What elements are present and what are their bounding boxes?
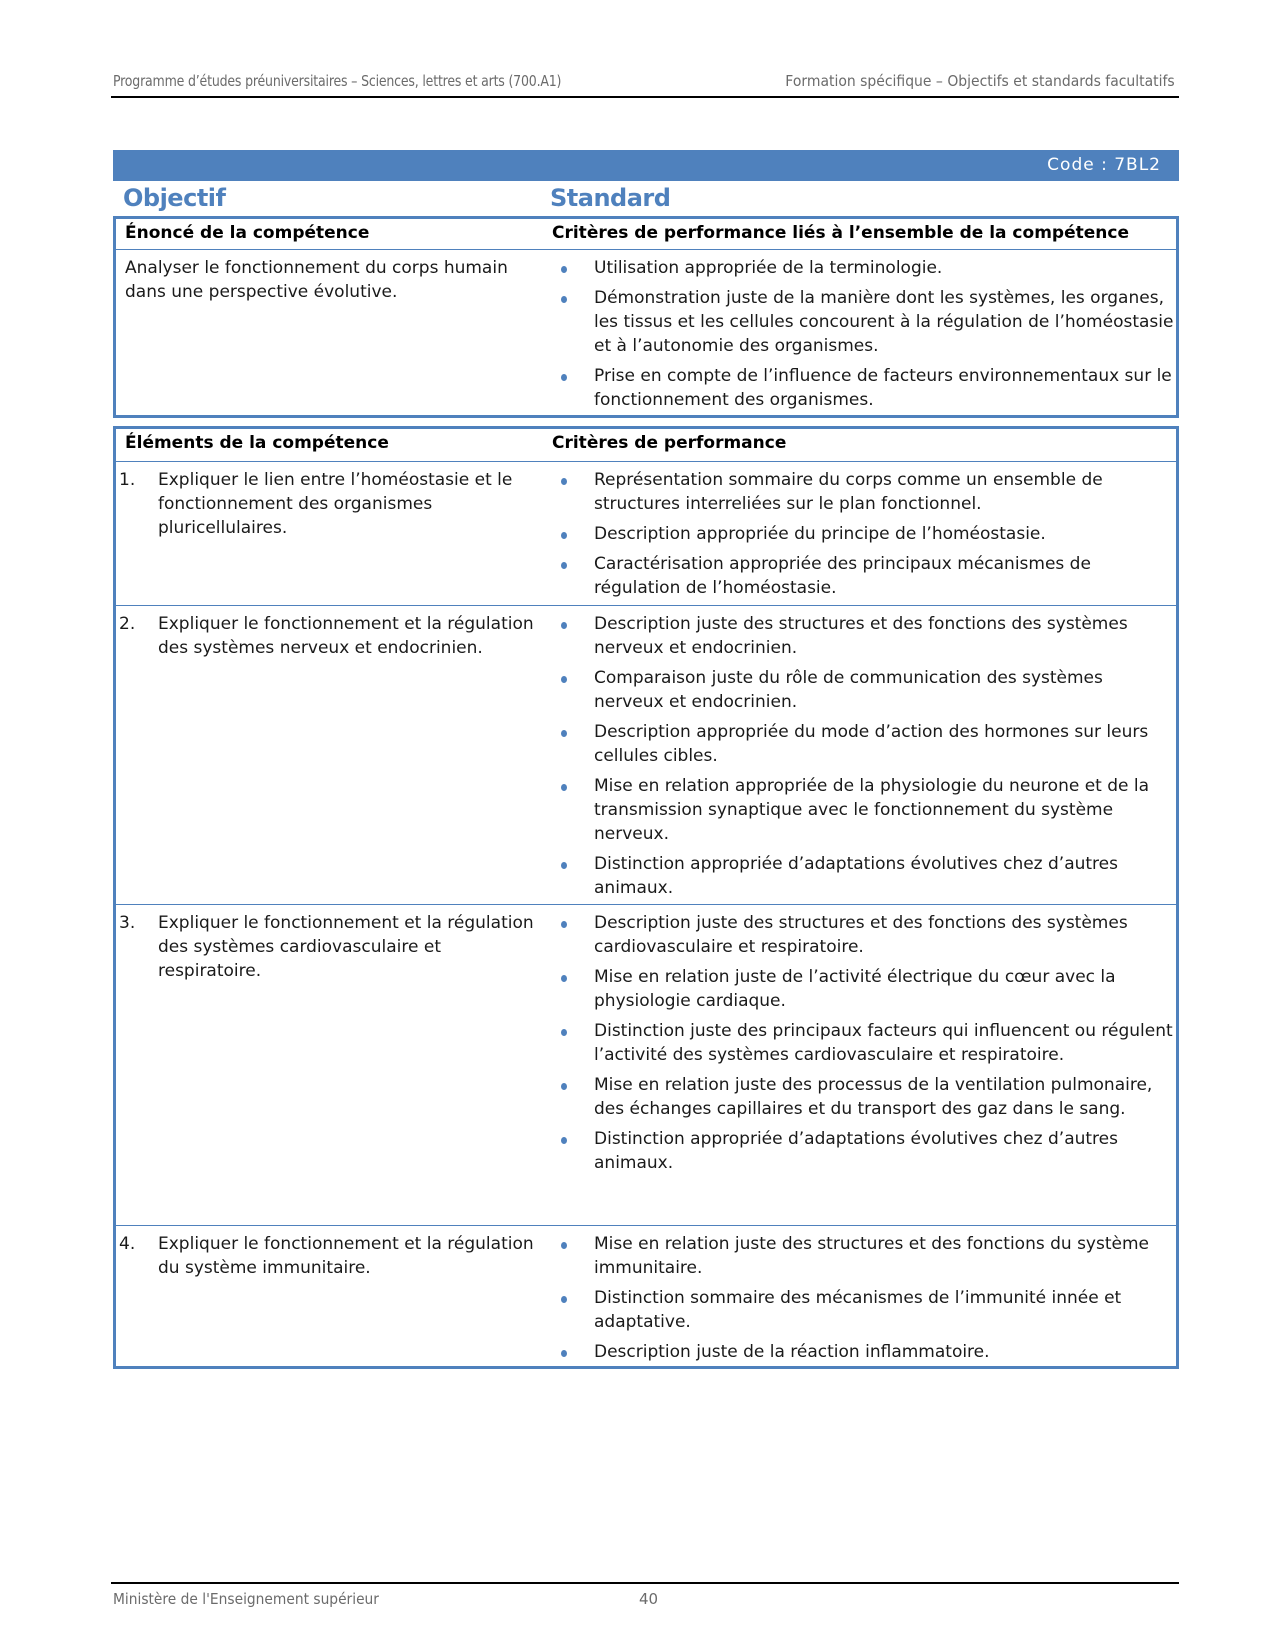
code-bar (113, 150, 1179, 181)
list-item: Description juste des structures et des fonctions des systèmes cardiovasculaire et respiratoire. (554, 911, 1174, 959)
table-row (116, 1226, 1176, 1366)
section-title: Formation spécifique – Objectifs et standards facultatifs (785, 72, 1175, 90)
list-item: Mise en relation appropriée de la physiologie du neurone et de la transmission synaptique avec le fonctionnement du système nerveux. (554, 774, 1174, 846)
criteria-list (554, 468, 1174, 606)
list-item: Mise en relation juste des structures et des fonctions du système immunitaire. (554, 1232, 1174, 1280)
bullet-icon (561, 862, 567, 869)
table-row (116, 462, 1176, 606)
table-row (116, 606, 1176, 905)
list-item: Caractérisation appropriée des principaux mécanismes de régulation de l’homéostasie. (554, 552, 1174, 600)
bullet-icon (561, 784, 567, 791)
bullet-icon (561, 266, 567, 273)
element-number: 3. (119, 913, 136, 933)
page-number: 40 (639, 1590, 659, 1608)
column-header-criteres-ensemble: Critères de performance liés à l’ensemble de la compétence (552, 223, 1129, 243)
list-item: Comparaison juste du rôle de communication des systèmes nerveux et endocrinien. (554, 666, 1174, 714)
list-item: Distinction sommaire des mécanismes de l’immunité innée et adaptative. (554, 1286, 1174, 1334)
column-header-elements: Éléments de la compétence (125, 433, 389, 453)
section-titles (113, 184, 1179, 216)
list-item: Distinction appropriée d’adaptations évolutives chez d’autres animaux. (554, 1127, 1174, 1175)
table-header-row (116, 429, 1176, 462)
criteria-list (554, 256, 1174, 418)
bullet-icon (561, 478, 567, 485)
competency-elements-table (113, 426, 1179, 1369)
list-item: Description appropriée du principe de l’homéostasie. (554, 522, 1174, 546)
criteria-list (554, 1232, 1174, 1370)
bullet-icon (561, 921, 567, 928)
bullet-icon (561, 296, 567, 303)
bullet-icon (561, 1083, 567, 1090)
objectif-heading: Objectif (123, 184, 226, 212)
table-row (116, 905, 1176, 1226)
bullet-icon (561, 532, 567, 539)
bullet-icon (561, 730, 567, 737)
column-header-criteres: Critères de performance (552, 433, 787, 453)
bullet-icon (561, 622, 567, 629)
competency-statement-table (113, 216, 1179, 418)
bullet-icon (561, 1029, 567, 1036)
element-text: Expliquer le lien entre l’homéostasie et le fonctionnement des organismes pluricellulaires. (158, 470, 513, 538)
bullet-icon (561, 1350, 567, 1357)
program-title: Programme d’études préuniversitaires – Sciences, lettres et arts (700.A1) (113, 72, 562, 90)
element-text: Expliquer le fonctionnement et la régulation du système immunitaire. (158, 1234, 534, 1278)
element-text: Expliquer le fonctionnement et la régulation des systèmes nerveux et endocrinien. (158, 614, 534, 658)
list-item: Utilisation appropriée de la terminologie. (554, 256, 1174, 280)
competency-code: Code : 7BL2 (1047, 155, 1161, 175)
bullet-icon (561, 1137, 567, 1144)
list-item: Démonstration juste de la manière dont les systèmes, les organes, les tissus et les cellules concourent à la régulation de l’homéostasie et à l’autonomie des organismes. (554, 286, 1174, 358)
bullet-icon (561, 1296, 567, 1303)
bullet-icon (561, 975, 567, 982)
standard-heading: Standard (550, 184, 671, 212)
bullet-icon (561, 676, 567, 683)
column-header-enonce: Énoncé de la compétence (125, 223, 370, 243)
bullet-icon (561, 1242, 567, 1249)
list-item: Prise en compte de l’influence de facteurs environnementaux sur le fonctionnement des organismes. (554, 364, 1174, 412)
list-item: Mise en relation juste des processus de la ventilation pulmonaire, des échanges capillaires et du transport des gaz dans le sang. (554, 1073, 1174, 1121)
list-item: Distinction juste des principaux facteurs qui influencent ou régulent l’activité des systèmes cardiovasculaire et respiratoire. (554, 1019, 1174, 1067)
competency-statement: Analyser le fonctionnement du corps humain dans une perspective évolutive. (125, 258, 508, 302)
list-item: Description juste de la réaction inflammatoire. (554, 1340, 1174, 1364)
bullet-icon (561, 562, 567, 569)
bullet-icon (561, 374, 567, 381)
list-item: Représentation sommaire du corps comme un ensemble de structures interreliées sur le plan fonctionnel. (554, 468, 1174, 516)
list-item: Distinction appropriée d’adaptations évolutives chez d’autres animaux. (554, 852, 1174, 900)
list-item: Description appropriée du mode d’action des hormones sur leurs cellules cibles. (554, 720, 1174, 768)
page-footer (111, 1582, 1179, 1608)
table-header-row (116, 219, 1176, 250)
table-row (116, 250, 1176, 415)
element-text: Expliquer le fonctionnement et la régulation des systèmes cardiovasculaire et respiratoire. (158, 913, 534, 981)
page-header (111, 72, 1179, 98)
list-item: Mise en relation juste de l’activité électrique du cœur avec la physiologie cardiaque. (554, 965, 1174, 1013)
element-number: 4. (119, 1234, 136, 1254)
element-number: 2. (119, 614, 136, 634)
ministry-name: Ministère de l'Enseignement supérieur (113, 1590, 379, 1608)
element-number: 1. (119, 470, 136, 490)
list-item: Description juste des structures et des fonctions des systèmes nerveux et endocrinien. (554, 612, 1174, 660)
criteria-list (554, 911, 1174, 1181)
criteria-list (554, 612, 1174, 906)
